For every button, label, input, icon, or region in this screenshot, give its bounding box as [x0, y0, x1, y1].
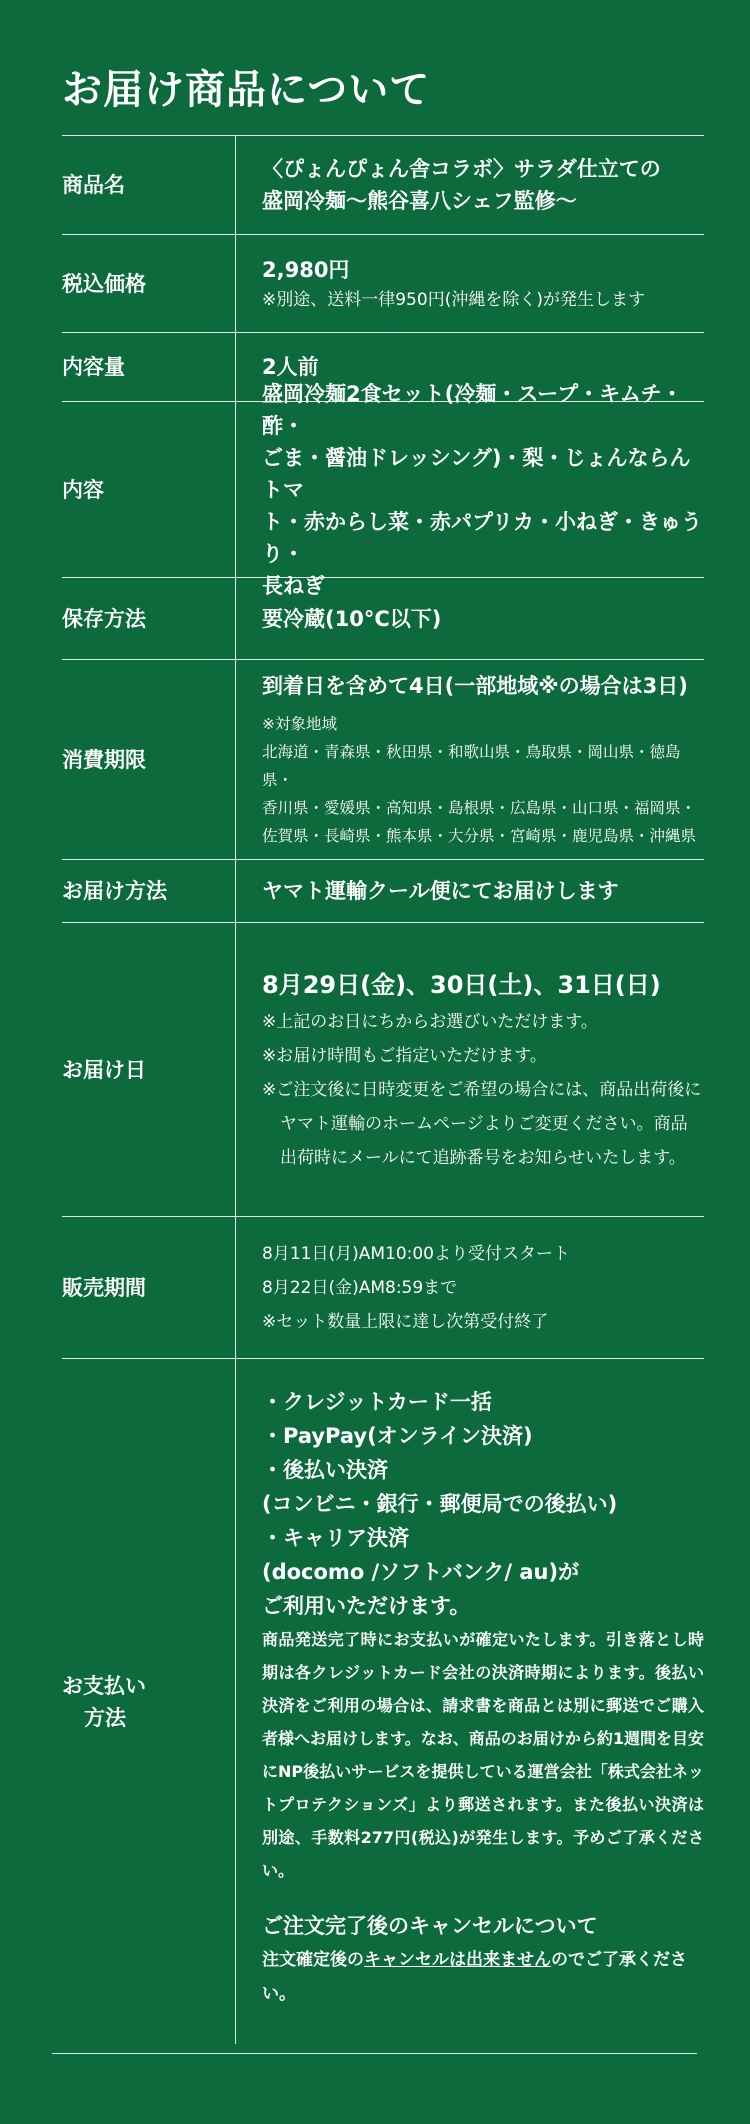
row-storage	[62, 577, 704, 659]
expiry-value: 到着日を含めて4日(一部地域※の場合は3日)	[262, 673, 688, 698]
row-label: 内容量	[62, 333, 236, 401]
contents-line: ごま・醤油ドレッシング)・梨・じょんならんトマ	[262, 445, 691, 502]
delivery-method-value: ヤマト運輸クール便にてお届けします	[262, 879, 619, 903]
cancel-suffix: のでご了承ください。	[262, 1950, 687, 2004]
storage-value: 要冷蔵(10°C以下)	[262, 606, 442, 631]
row-label: 保存方法	[62, 578, 236, 659]
row-label: 税込価格	[62, 235, 236, 332]
contents-line: 長ねぎ	[262, 573, 325, 598]
payment-label-line2: 方法	[84, 1705, 126, 1730]
table-bottom-border	[52, 2053, 697, 2054]
payment-method: ・キャリア決済	[262, 1526, 409, 1550]
row-value	[236, 860, 704, 922]
row-payment	[62, 1358, 704, 2044]
payment-method: ・後払い決済	[262, 1458, 388, 1482]
payment-method: ・PayPay(オンライン決済)	[262, 1424, 533, 1448]
cancel-heading: ご注文完了後のキャンセルについて	[262, 1914, 598, 1938]
row-label: お届け日	[62, 923, 236, 1216]
region-line: 佐賀県・長崎県・熊本県・大分県・宮崎県・鹿児島県・沖縄県	[262, 826, 697, 845]
region-line: 香川県・愛媛県・高知県・島根県・広島県・山口県・福岡県・	[262, 798, 697, 817]
region-title: ※対象地域	[262, 714, 337, 733]
row-label: 消費期限	[62, 660, 236, 859]
cancel-emphasis: キャンセルは出来ません	[364, 1950, 551, 1970]
row-label	[62, 1359, 236, 2044]
payment-method: (コンビニ・銀行・郵便局での後払い)	[262, 1492, 618, 1516]
delivery-note: ※上記のお日にちからお選びいただけます。	[262, 1011, 598, 1032]
sales-period-line: ※セット数量上限に達し次第受付終了	[262, 1311, 549, 1332]
row-label: 商品名	[62, 136, 236, 234]
row-value	[236, 578, 704, 659]
row-value	[236, 1217, 704, 1358]
quantity-value: 2人前	[262, 355, 319, 379]
cancel-prefix: 注文確定後の	[262, 1950, 364, 1970]
delivery-note: ※お届け時間もご指定いただけます。	[262, 1045, 547, 1066]
row-value	[236, 136, 704, 234]
delivery-note: ※ご注文後に日時変更をご希望の場合には、商品出荷後にヤマト運輸のホームページよりご変更ください。商品出荷時にメールにて追跡番号をお知らせいたします。	[262, 1079, 702, 1168]
contents-line: ト・赤からし菜・赤パプリカ・小ねぎ・きゅうり・	[262, 509, 702, 566]
delivery-dates: 8月29日(金)、30日(土)、31日(日)	[262, 970, 661, 999]
row-delivery-method	[62, 859, 704, 922]
row-label: お届け方法	[62, 860, 236, 922]
product-info-table	[62, 135, 704, 2044]
payment-label-line1: お支払い	[62, 1673, 146, 1698]
row-label: 内容	[62, 402, 236, 577]
payment-method: ご利用いただけます。	[262, 1594, 471, 1618]
payment-description: 商品発送完了時にお支払いが確定いたします。引き落とし時期は各クレジットカード会社の決済時期によります。後払い決済をご利用の場合は、請求書を商品とは別に郵送でご購入者様へお届けします。なお、商品のお届けから約1週間を目安にNP後払いサービスを提供している運営会社「株式会社ネットプロテクションズ」より郵送されます。また後払い決済は別途、手数料277円(税込)が発生します。予めご了承ください。	[262, 1630, 704, 1880]
row-value	[236, 381, 704, 598]
row-value	[236, 1359, 704, 2044]
cancel-text	[262, 1943, 704, 2011]
product-name-line1: 〈ぴょんぴょん舎コラボ〉サラダ仕立ての	[262, 157, 661, 181]
shipping-note: ※別途、送料一律950円(沖縄を除く)が発生します	[262, 289, 645, 310]
row-contents	[62, 381, 704, 598]
contents-line: 盛岡冷麺2食セット(冷麺・スープ・キムチ・酢・	[262, 381, 683, 438]
row-value	[236, 923, 704, 1216]
row-price	[62, 234, 704, 332]
row-delivery-date	[62, 922, 704, 1216]
region-line: 北海道・青森県・秋田県・和歌山県・鳥取県・岡山県・徳島県・	[262, 742, 681, 789]
payment-method: (docomo /ソフトバンク/ au)が	[262, 1560, 580, 1584]
row-expiry	[62, 659, 704, 859]
product-name-line2: 盛岡冷麺〜熊谷喜八シェフ監修〜	[262, 189, 577, 213]
price-value: 2,980円	[262, 257, 350, 282]
payment-method: ・クレジットカード一括	[262, 1390, 492, 1414]
sales-period-line: 8月11日(月)AM10:00より受付スタート	[262, 1243, 570, 1264]
sales-period-line: 8月22日(金)AM8:59まで	[262, 1277, 458, 1298]
row-product-name	[62, 135, 704, 234]
row-value	[236, 235, 704, 332]
row-label: 販売期間	[62, 1217, 236, 1358]
row-value	[236, 660, 704, 859]
row-sales-period	[62, 1216, 704, 1358]
page-title: お届け商品について	[62, 67, 431, 113]
